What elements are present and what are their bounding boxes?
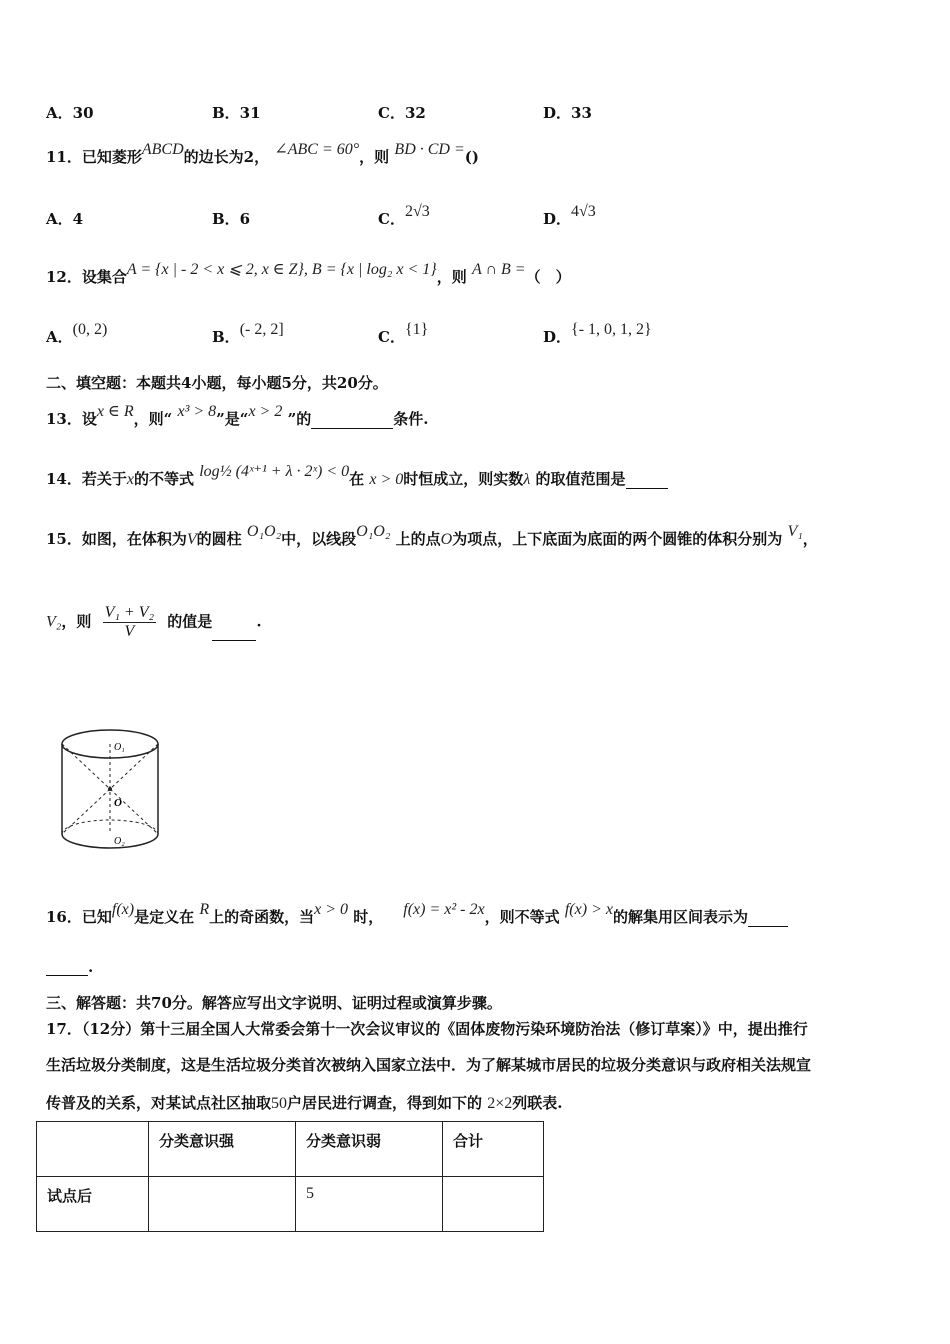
answer-blank[interactable]: [46, 961, 88, 976]
answer-blank[interactable]: [212, 626, 256, 641]
question-15: 15．如图，在体积为V的圆柱 O₁O₂中，以线段O₁O₂ 上的点O为项点，上下底面为底面的两个圆锥的体积分别为 V₁，: [46, 523, 818, 548]
question-16: 16．已知f(x)是定义在 R上的奇函数，当x > 0 时， f(x) = x² - 2x，则不等式 f(x) > x的解集用区间表示为: [46, 906, 788, 927]
volume-fraction: $\frac{\text{V₁ + V₂}}{V}$: [104, 604, 155, 640]
option-b: B．31: [212, 104, 261, 122]
table-header-row: [37, 1122, 544, 1177]
question-17-line1: 17．（12分）第十三届全国人大常委会第十一次会议审议的《固体废物污染环境防治法（修订草案）》中，提出推行: [46, 1020, 808, 1038]
cylinder-figure: [54, 722, 170, 862]
q11-option-a: A．4: [46, 210, 84, 228]
q12-option-b: B．(- 2, 2]: [212, 321, 284, 346]
table-cell: 试点后: [37, 1177, 149, 1232]
q12-option-c: C．{1}: [378, 321, 429, 346]
answer-blank[interactable]: [626, 474, 668, 489]
table-cell: 5: [296, 1177, 443, 1232]
table-header: [37, 1122, 149, 1177]
option-d: D．33: [543, 104, 592, 122]
table-header: 合计: [443, 1122, 544, 1177]
question-16-cont: .: [46, 958, 93, 976]
q12-option-d: D．{- 1, 0, 1, 2}: [543, 321, 652, 346]
table-cell: [443, 1177, 544, 1232]
question-12: 12．设集合A = {x | - 2 < x ⩽ 2, x ∈ Z}, B = {x | log₂ x < 1}，则 A ∩ B =（ ）: [46, 261, 571, 286]
q11-option-c: C．2√3: [378, 203, 430, 228]
option-c: C．32: [378, 104, 426, 122]
q11-option-d: D．4√3: [543, 203, 596, 228]
question-11: 11．已知菱形ABCD的边长为2， ∠ABC = 60°，则 BD · CD =(): [46, 141, 479, 166]
table-cell: [149, 1177, 296, 1232]
question-14: 14．若关于x的不等式 log½ (4ˣ⁺¹ + λ · 2ˣ) < 0在 x > 0时恒成立，则实数λ 的取值范围是: [46, 468, 668, 489]
q11-option-b: B．6: [212, 210, 251, 228]
q12-option-a: A．(0, 2): [46, 321, 108, 346]
answer-blank[interactable]: [748, 912, 788, 927]
label-o: O: [114, 797, 122, 809]
table-row: [37, 1177, 544, 1232]
section-2-heading: 二、填空题：本题共4小题，每小题5分，共20分。: [46, 374, 388, 392]
table-header: 分类意识强: [149, 1122, 296, 1177]
contingency-table: [36, 1121, 544, 1232]
answer-blank[interactable]: [311, 414, 393, 429]
question-17-line3: 传普及的关系，对某试点社区抽取50户居民进行调查，得到如下的 2×2列联表.: [46, 1094, 563, 1112]
label-o2: O₂: [114, 836, 125, 847]
question-15-cont: V₂，则 $\frac{\text{V₁ + V₂}}{V}$ 的值是 .: [46, 604, 262, 640]
option-a: A．30: [46, 104, 94, 122]
section-3-heading: 三、解答题：共70分。解答应写出文字说明、证明过程或演算步骤。: [46, 994, 502, 1012]
label-o1: O₁: [114, 742, 125, 753]
question-17-line2: 生活垃圾分类制度，这是生活垃圾分类首次被纳入国家立法中．为了解某城市居民的垃圾分类意识与政府相关法规宣: [46, 1056, 812, 1074]
table-header: 分类意识弱: [296, 1122, 443, 1177]
question-13: 13．设x ∈ R，则“ x³ > 8”是“x > 2 ”的 条件.: [46, 403, 429, 428]
